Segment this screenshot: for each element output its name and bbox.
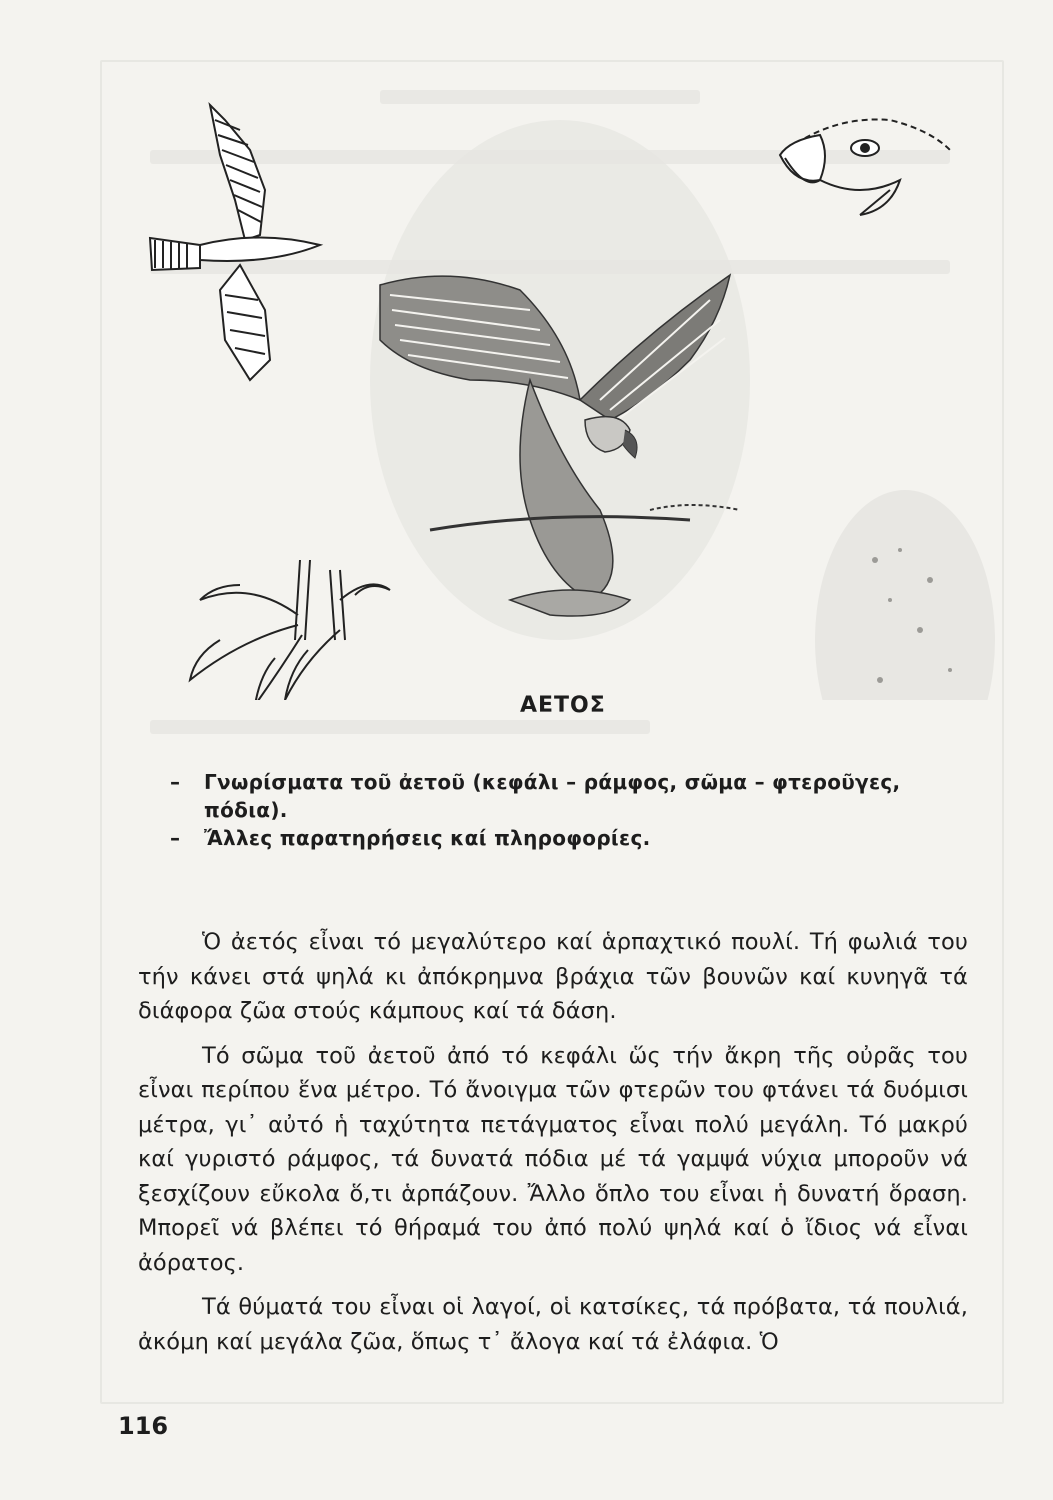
eagle-illustrations (130, 80, 1010, 700)
speckled-egg (815, 490, 995, 700)
paragraph: Ὁ ἀετός εἶναι τό μεγαλύτερο καί ἁρπαχτικό πουλί. Τή φωλιά του τήν κάνει στά ψηλά κι ἀπόκρημνα βράχια τῶν βουνῶν καί κυνηγᾶ τά διάφορα ζῶα στούς κάμπους καί τά δάση. (138, 929, 968, 1024)
bullet-dash: – (170, 826, 181, 850)
bullet-text: Ἄλλες παρατηρήσεις καί πληροφορίες. (204, 826, 651, 850)
paragraph: Τά θύματά του εἶναι οἱ λαγοί, οἱ κατσίκες, τά πρόβατα, τά πουλιά, ἀκόμη καί μεγάλα ζῶα, ὅπως τ᾽ ἄλογα καί τά ἐλάφια. Ὁ (138, 1294, 968, 1355)
page-number: 116 (118, 1412, 169, 1440)
list-item (170, 824, 970, 852)
body-text (138, 925, 968, 1369)
eagle-head-drawing (780, 119, 950, 215)
lesson-points (170, 768, 970, 852)
illustration-caption: ΑΕΤΟΣ (520, 693, 606, 718)
paragraph: Τό σῶμα τοῦ ἀετοῦ ἀπό τό κεφάλι ὥς τήν ἄκρη τῆς οὐρᾶς του εἶναι περίπου ἕνα μέτρο. Τό ἄνοιγμα τῶν φτερῶν του φτάνει τά δυόμισι μέτρα, γι᾽ αὐτό ἡ ταχύτητα πετάγματος εἶναι πολύ μεγάλη. Τό μακρύ καί γυριστό ράμφος, τά δυνατά πόδια μέ τά γαμψά νύχια μποροῦν νά ξεσχίζουν εὔκολα ὅ,τι ἁρπάζουν. Ἄλλο ὅπλο του εἶναι ἡ δυνατή ὅραση. Μπορεῖ νά βλέπει τό θήραμά του ἀπό πολύ ψηλά καί ὁ ἴδιος νά εἶναι ἀόρατος. (138, 1042, 968, 1276)
eagle-talons-drawing (190, 560, 390, 700)
show-through-line (150, 720, 650, 734)
flying-eagle-drawing (150, 105, 320, 380)
bullet-text: Γνωρίσματα τοῦ ἀετοῦ (κεφάλι – ράμφος, σῶμα – φτεροῦγες, πόδια). (204, 770, 901, 822)
bullet-dash: – (170, 770, 181, 794)
list-item (170, 768, 970, 824)
